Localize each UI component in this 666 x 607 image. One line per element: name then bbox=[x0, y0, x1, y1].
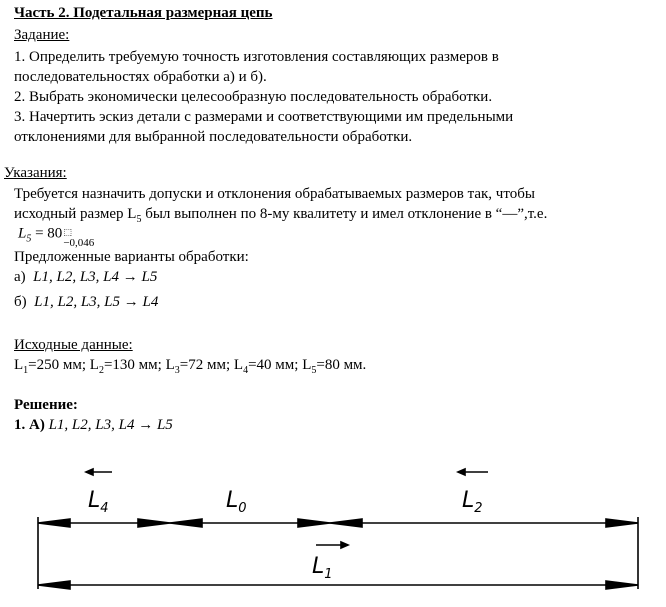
task-line-1: 1. Определить требуемую точность изготовления составляющих размеров в bbox=[14, 49, 499, 65]
direction-arrowhead-l1 bbox=[341, 542, 348, 548]
arrow-tick bbox=[606, 581, 638, 589]
instruction-line-1: Требуется назначить допуски и отклонения обрабатываемых размеров так, чтобы bbox=[14, 186, 535, 202]
instructions-heading: Указания: bbox=[4, 165, 67, 181]
arrow-tick bbox=[170, 519, 202, 527]
label-l2: $L_2$ bbox=[462, 488, 483, 516]
arrow-tick bbox=[38, 581, 70, 589]
solution-heading: Решение: bbox=[14, 397, 78, 413]
task-line-4: 3. Начертить эскиз детали с размерами и соответствующими им предельными bbox=[14, 109, 514, 125]
label-l0: $L_0$ bbox=[226, 488, 247, 516]
solution-line: 1. А) L1, L2, L3, L4 → L5 bbox=[14, 417, 173, 433]
page-title: Часть 2. Подетальная размерная цепь bbox=[14, 5, 273, 21]
formula: $L_5 = 80$ ⬚ −0,046 bbox=[18, 225, 95, 249]
variant-a: а) L1, L2, L3, L4 → L5 bbox=[14, 269, 158, 285]
direction-arrowhead-l4 bbox=[86, 469, 93, 475]
task-line-5: отклонениями для выбранной последовательности обработки. bbox=[14, 129, 413, 145]
arrow-tick bbox=[298, 519, 330, 527]
instruction-line-2: исходный размер $L_5$ был выполнен по 8-му квалитету и имел отклонение в “—”,т.е. bbox=[14, 206, 548, 225]
arrow-tick bbox=[138, 519, 170, 527]
direction-arrowhead-l2 bbox=[458, 469, 465, 475]
label-l1: $L_1$ bbox=[312, 554, 333, 582]
variants-heading: Предложенные варианты обработки: bbox=[14, 249, 249, 265]
variant-b: б) L1, L2, L3, L5 → L4 bbox=[14, 294, 159, 310]
arrow-tick bbox=[38, 519, 70, 527]
task-line-2: последовательностях обработки а) и б). bbox=[14, 69, 267, 85]
source-values: $L_1=250$ мм; $L_2=130$ мм; $L_3=72$ мм; $L_4=40$ мм; $L_5=80$ мм. bbox=[14, 357, 367, 376]
dimension-chain-diagram bbox=[0, 447, 666, 607]
task-heading: Задание: bbox=[14, 27, 70, 43]
task-line-3: 2. Выбрать экономически целесообразную последовательность обработки. bbox=[14, 89, 493, 105]
label-l4: $L_4$ bbox=[88, 488, 109, 516]
arrow-tick bbox=[330, 519, 362, 527]
source-heading: Исходные данные: bbox=[14, 337, 133, 353]
arrow-tick bbox=[606, 519, 638, 527]
